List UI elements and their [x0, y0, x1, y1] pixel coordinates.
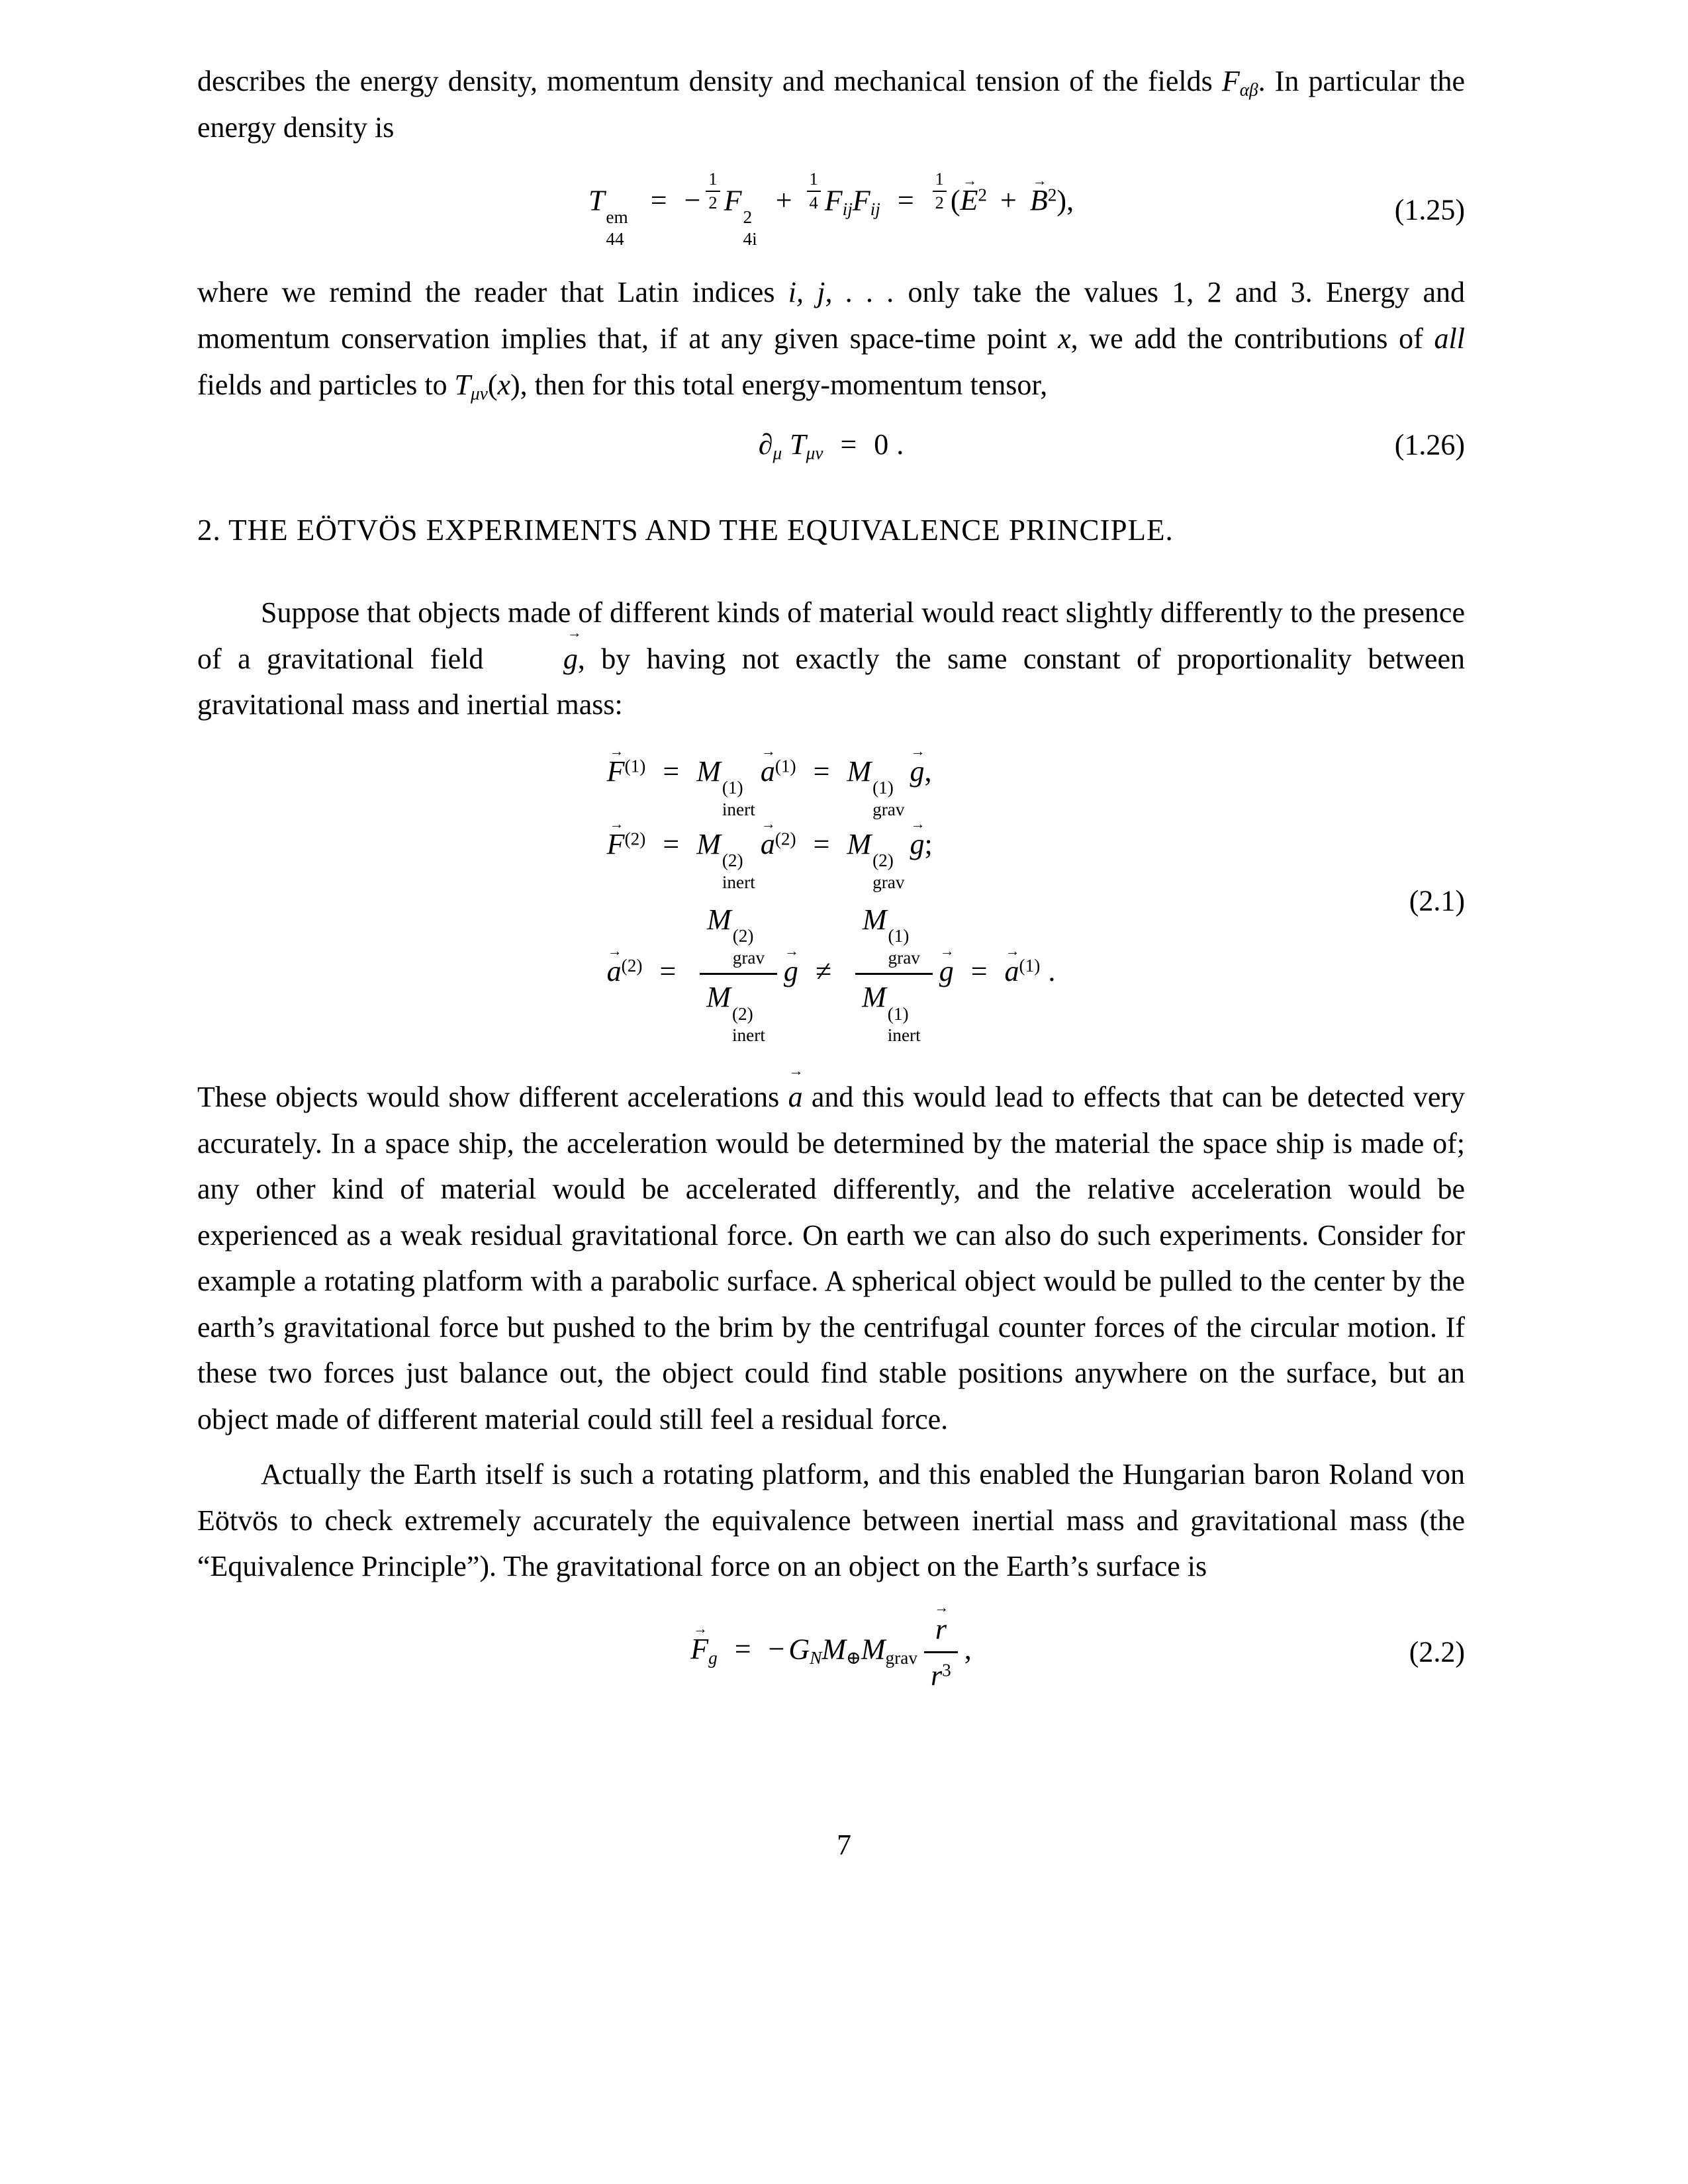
plus-sign: +	[1000, 184, 1017, 217]
period: .	[896, 428, 904, 461]
math-sub-inert: inert	[722, 872, 755, 893]
math-var-G: G	[788, 1633, 810, 1666]
math-sub-grav: grav	[885, 1647, 917, 1668]
fraction-mass-ratio	[855, 900, 933, 1048]
math-var-F: F	[824, 184, 843, 217]
math-sup-2: 2	[1047, 185, 1057, 205]
math-sub-munu: μν	[806, 443, 823, 463]
equals-sign: =	[734, 1633, 751, 1666]
math-scripts	[732, 1003, 765, 1046]
vector-a: a →	[788, 1074, 803, 1120]
math-sup-2: 2	[978, 185, 988, 205]
fraction-numerator: 1	[933, 170, 947, 192]
aligned-equations	[607, 748, 1056, 1054]
equation-1-25	[197, 170, 1465, 250]
fraction-denominator: 2	[935, 192, 944, 212]
math-sub-grav: grav	[872, 872, 905, 893]
fraction-denominator	[924, 1653, 958, 1695]
math-sub-inert: inert	[887, 1025, 921, 1046]
math-sub-N: N	[810, 1647, 822, 1668]
math-sub-g: g	[708, 1647, 718, 1668]
math-var-T: T	[454, 368, 471, 401]
text-run: Actually the Earth itself is such a rotating platform, and this enabled the Hungarian baron Roland von Eötvös to check extremely accurately the equivalence between inertial mass and gravitational mass (the “Equivalence Principle”). The gravitational force on an object on the Earth’s surface is	[197, 1458, 1465, 1583]
text-run: where we remind the reader that Latin indices	[197, 276, 788, 309]
math-sub-grav: grav	[872, 799, 905, 819]
equation-2-1	[197, 748, 1465, 1054]
equals-sign: =	[813, 827, 830, 860]
paragraph-actually-earth	[197, 1451, 1465, 1590]
paragraph-latin-indices	[197, 269, 1465, 408]
text-run: fields and particles to	[197, 368, 455, 401]
text-run: ), then for this total energy-momentum tensor,	[510, 368, 1048, 401]
math-sup: (1)	[887, 1003, 909, 1024]
equals-sign: =	[663, 754, 680, 788]
equation-line-1	[607, 754, 1056, 821]
math-sub-inert: inert	[731, 1025, 765, 1046]
text-run: Suppose that objects made of different kinds of material would react slightly differently to the presence of a gravitational field	[197, 596, 1465, 675]
math-sub-alphabeta: αβ	[1239, 79, 1258, 100]
open-paren: (	[487, 368, 498, 401]
math-sub-44: 44	[606, 228, 624, 249]
fraction-one-half	[706, 170, 720, 212]
math-scripts	[722, 850, 755, 893]
paragraph-suppose	[197, 590, 1465, 728]
math-sub-earth: ⊕	[846, 1647, 861, 1668]
equation-number: (2.2)	[1409, 1635, 1465, 1668]
page-footer	[0, 1828, 1688, 1862]
equals-sign: =	[970, 954, 988, 987]
fraction-numerator	[700, 900, 777, 975]
math-sup: (2)	[872, 850, 894, 871]
math-var-M: M	[821, 1633, 847, 1666]
text-run: . In particular the energy density is	[197, 65, 1465, 144]
math-scripts	[872, 777, 904, 820]
math-var-M: M	[862, 980, 886, 1013]
math-sup: (2)	[722, 850, 743, 871]
vector-F: F →	[690, 1632, 708, 1666]
math-scripts	[888, 925, 919, 968]
math-var-M: M	[847, 827, 872, 860]
equals-sign: =	[840, 428, 857, 461]
fraction-numerator	[924, 1610, 958, 1653]
equation-line-3	[607, 900, 1056, 1048]
fraction-denominator	[855, 975, 933, 1048]
math-sup: (2)	[731, 1003, 753, 1024]
fraction-denominator	[700, 975, 777, 1048]
partial-derivative-symbol: ∂	[758, 428, 773, 461]
math-var-M: M	[696, 754, 721, 788]
math-scripts	[733, 925, 765, 968]
equals-sign: =	[897, 184, 914, 217]
math-scripts	[606, 206, 628, 250]
page-number: 7	[837, 1829, 851, 1861]
math-var-M: M	[696, 827, 721, 860]
text-run: , by having not exactly the same constant of proportionality between gravitational mass and inertial mass:	[197, 642, 1465, 721]
math-sup: (1)	[888, 926, 910, 946]
math-sub-inert: inert	[722, 799, 755, 819]
math-sub-4i: 4i	[743, 228, 757, 249]
equation-number: (2.1)	[1409, 884, 1465, 917]
vector-a: a →	[1005, 954, 1019, 988]
math-sub-ij: ij	[842, 199, 853, 219]
comma: ,	[924, 754, 932, 788]
fraction-mass-ratio	[700, 900, 777, 1048]
equals-sign: =	[663, 827, 680, 860]
math-var-F: F	[724, 184, 742, 217]
fraction-numerator: 1	[807, 170, 821, 192]
vector-a: a →	[607, 954, 622, 988]
vector-a: a →	[761, 827, 775, 861]
equation-2-2	[197, 1610, 1465, 1695]
math-sub-ij: ij	[870, 199, 880, 219]
vector-g: g →	[939, 954, 954, 988]
close-paren: )	[1056, 184, 1067, 217]
math-indices-ij: i, j, . . .	[788, 276, 895, 309]
math-sub-munu: μν	[471, 383, 488, 404]
math-var-T: T	[790, 428, 806, 461]
vector-g: g →	[500, 636, 578, 682]
vector-F: F →	[607, 754, 625, 788]
vector-B: B →	[1030, 183, 1048, 217]
math-var-x: x	[497, 368, 511, 401]
math-var-x: x	[1058, 322, 1071, 355]
vector-g: g →	[784, 954, 798, 988]
math-sup: (1)	[774, 755, 796, 776]
math-sup: (1)	[872, 778, 894, 798]
period: .	[1048, 954, 1056, 987]
fraction-numerator: 1	[706, 170, 720, 192]
section-heading-eotvos: 2. THE EÖTVÖS EXPERIMENTS AND THE EQUIVALENCE PRINCIPLE.	[197, 514, 1174, 547]
equation-number: (1.26)	[1394, 428, 1465, 461]
emphasis-all: all	[1434, 322, 1465, 355]
vector-a: a →	[761, 754, 775, 788]
math-scripts	[872, 850, 904, 893]
text-run: and this would lead to effects that can be detected very accurately. In a space ship, the acceleration would be determined by the material the space ship is made of; any other kind of material would be accelerated differently, and the relative acceleration would be experienced as a weak residual gravitational force. On earth we can also do such experiments. Consider for example a rotating platform with a parabolic surface. A spherical object would be pulled to the center by the earth’s gravitational force but pushed to the brim by the centrifugal counter forces of the circular motion. If these two forces just balance out, the object could find stable positions anywhere on the surface, but an object made of different material could still feel a residual force.	[197, 1081, 1465, 1435]
math-var-M: M	[847, 754, 872, 788]
open-paren: (	[950, 184, 961, 217]
vector-r: r →	[935, 1611, 947, 1647]
equation-number: (1.25)	[1394, 193, 1465, 226]
fraction-denominator: 4	[809, 192, 818, 212]
math-scripts	[743, 206, 757, 250]
math-sup: (2)	[774, 829, 796, 849]
paragraph-these-objects	[197, 1074, 1465, 1442]
math-var-F: F	[1221, 65, 1240, 97]
math-var-T: T	[588, 184, 605, 217]
math-sup: (1)	[1019, 955, 1041, 976]
minus-sign: −	[768, 1633, 785, 1666]
math-sub-grav: grav	[888, 948, 920, 968]
math-sup-1: (1)	[624, 755, 646, 776]
math-sup-2: (2)	[624, 829, 646, 849]
not-equal-sign: ≠	[815, 954, 832, 987]
math-sub-grav: grav	[732, 948, 765, 968]
math-sup-3: 3	[942, 1660, 951, 1680]
zero: 0	[874, 428, 889, 461]
equals-sign: =	[659, 954, 677, 987]
text-run: , we add the contributions of	[1070, 322, 1434, 355]
fraction-one-half	[933, 170, 947, 212]
math-scripts	[888, 1003, 921, 1046]
vector-g: g →	[910, 754, 925, 788]
math-var-F: F	[852, 184, 870, 217]
math-scripts	[722, 777, 755, 820]
math-sup: (2)	[732, 926, 754, 946]
math-sup: (1)	[722, 778, 743, 798]
math-var-M: M	[861, 1633, 886, 1666]
vector-E: E →	[961, 183, 978, 217]
text-run: describes the energy density, momentum density and mechanical tension of the fields	[197, 65, 1222, 97]
math-sup: (2)	[621, 955, 643, 976]
math-var-M: M	[706, 980, 731, 1013]
fraction-one-quarter	[807, 170, 821, 212]
vector-F: F →	[607, 827, 625, 861]
text-run: These objects would show different accelerations	[197, 1081, 788, 1114]
vector-g: g →	[910, 827, 925, 861]
text-run: only take the values 1, 2 and 3. Energy and momentum conservation implies that, if at any given space-time point	[197, 276, 1465, 355]
math-var-r: r	[931, 1659, 943, 1692]
fraction-denominator: 2	[708, 192, 718, 212]
comma: ,	[1066, 184, 1074, 217]
equals-sign: =	[650, 184, 667, 217]
minus-sign: −	[684, 184, 701, 217]
equals-sign: =	[813, 754, 830, 788]
equation-line-2	[607, 827, 1056, 893]
math-sup-em: em	[606, 207, 628, 228]
equation-1-26	[197, 428, 1465, 461]
fraction-numerator	[855, 900, 933, 975]
math-sub-mu: μ	[773, 443, 782, 463]
math-var-M: M	[862, 903, 887, 936]
math-sup-2: 2	[743, 207, 753, 228]
fraction-r-over-r3	[924, 1610, 958, 1695]
paragraph-energy-density	[197, 58, 1465, 150]
page-content	[197, 58, 1465, 1715]
plus-sign: +	[775, 184, 792, 217]
semicolon: ;	[924, 827, 933, 860]
comma: ,	[964, 1633, 972, 1666]
math-var-M: M	[707, 903, 731, 936]
